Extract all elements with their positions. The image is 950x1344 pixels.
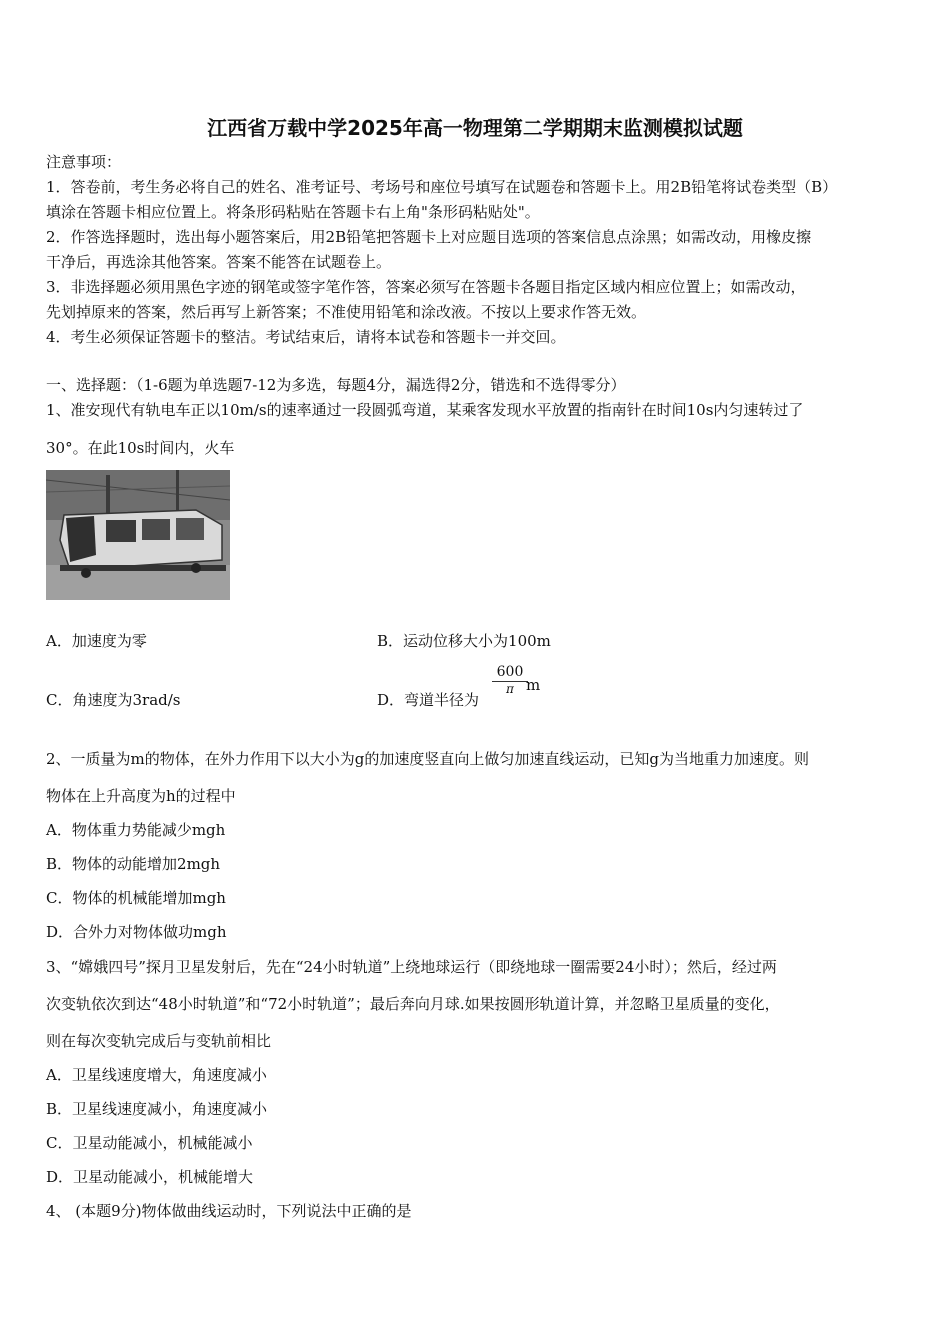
- notice-line: 干净后，再选涂其他答案。答案不能答在试题卷上。: [46, 253, 392, 271]
- q1-option-d: D．弯道半径为: [377, 691, 480, 709]
- notice-line: 2．作答选择题时，选出每小题答案后，用2B铅笔把答题卡上对应题目选项的答案信息点涂黑；如需改动，用橡皮擦: [46, 228, 812, 246]
- radius-fraction: [492, 664, 528, 696]
- q1-option-b: B．运动位移大小为100m: [377, 632, 551, 650]
- q2-option: D．合外力对物体做功mgh: [46, 923, 227, 941]
- q1-option-c: C．角速度为3rad/s: [46, 691, 181, 709]
- notice-line: 4．考生必须保证答题卡的整洁。考试结束后，请将本试卷和答题卡一并交回。: [46, 328, 566, 346]
- q3-stem: 则在每次变轨完成后与变轨前相比: [46, 1032, 272, 1050]
- q2-option: B．物体的动能增加2mgh: [46, 855, 221, 873]
- page-title: 江西省万载中学2025年高一物理第二学期期末监测模拟试题: [207, 116, 743, 140]
- q3-stem: 次变轨依次到达“48小时轨道”和“72小时轨道”；最后奔向月球.如果按圆形轨道计算，并忽略卫星质量的变化，: [46, 995, 780, 1013]
- notice-line: 3．非选择题必须用黑色字迹的钢笔或签字笔作答，答案必须写在答题卡各题目指定区域内相应位置上；如需改动，: [46, 278, 806, 296]
- q2-option: A．物体重力势能减少mgh: [46, 821, 226, 839]
- q3-stem: 3、“嫦娥四号”探月卫星发射后，先在“24小时轨道”上绕地球运行（即绕地球一圈需要24小时）；然后，经过两: [46, 958, 777, 976]
- q2-stem: 物体在上升高度为h的过程中: [46, 787, 236, 805]
- q1-stem: 30°。在此10s时间内，火车: [46, 439, 235, 457]
- q2-option: C．物体的机械能增加mgh: [46, 889, 226, 907]
- notice-line: 1．答卷前，考生务必将自己的姓名、准考证号、考场号和座位号填写在试题卷和答题卡上。用2B铅笔将试卷类型（B）: [46, 178, 838, 196]
- q3-option: B．卫星线速度减小，角速度减小: [46, 1100, 268, 1118]
- q1-stem: 1、准安现代有轨电车正以10m/s的速率通过一段圆弧弯道，某乘客发现水平放置的指南针在时间10s内匀速转过了: [46, 401, 804, 419]
- q4-stem: 4、 (本题9分)物体做曲线运动时，下列说法中正确的是: [46, 1202, 412, 1220]
- tram-photo: [46, 470, 230, 600]
- section-heading: 一、选择题：（1-6题为单选题7-12为多选，每题4分，漏选得2分，错选和不选得零分）: [46, 376, 626, 394]
- fraction-numerator: 600: [492, 664, 528, 682]
- fraction-unit: m: [526, 676, 541, 694]
- notice-line: 先划掉原来的答案，然后再写上新答案；不准使用铅笔和涂改液。不按以上要求作答无效。: [46, 303, 647, 321]
- notice-heading: 注意事项：: [46, 153, 122, 171]
- q3-option: A．卫星线速度增大，角速度减小: [46, 1066, 267, 1084]
- notice-line: 填涂在答题卡相应位置上。将条形码粘贴在答题卡右上角"条形码粘贴处"。: [46, 203, 540, 221]
- q3-option: C．卫星动能减小，机械能减小: [46, 1134, 253, 1152]
- q2-stem: 2、一质量为m的物体，在外力作用下以大小为g的加速度竖直向上做匀加速直线运动，已知g为当地重力加速度。则: [46, 750, 809, 768]
- fraction-denominator: π: [506, 682, 514, 696]
- q1-option-a: A．加速度为零: [46, 632, 147, 650]
- q3-option: D．卫星动能减小，机械能增大: [46, 1168, 254, 1186]
